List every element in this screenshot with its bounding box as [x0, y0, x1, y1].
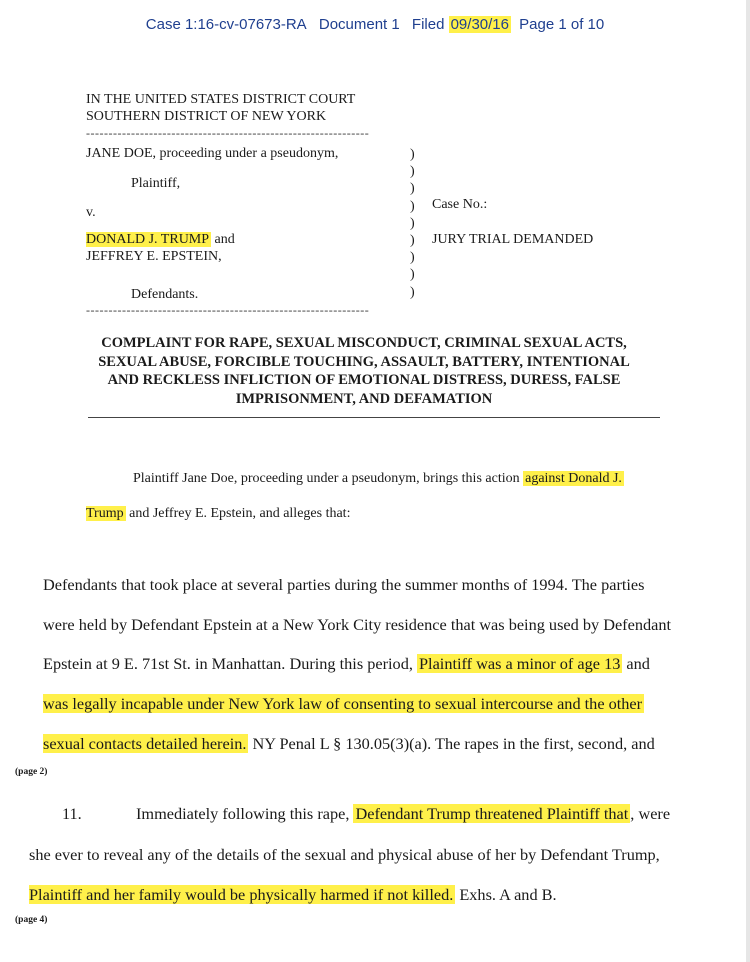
filed-date: 09/30/16	[450, 16, 509, 33]
plaintiff-name: JANE DOE, proceeding under a pseudonym,	[86, 146, 339, 161]
excerpt1-line-2: were held by Defendant Epstein at a New York City residence that was being used by Defendant	[43, 615, 672, 634]
caption-separator-bottom: ---------------------------------------------------------------	[86, 303, 370, 317]
page-edge	[746, 0, 750, 962]
intro-line-1: Plaintiff Jane Doe, proceeding under a pseudonym, brings this action against Donald J.	[133, 471, 622, 486]
document-number: Document 1	[318, 16, 400, 33]
excerpt2-line-1: Immediately following this rape, Defendant Trump threatened Plaintiff that , were	[136, 804, 671, 823]
excerpt1-line-1: Defendants that took place at several parties during the summer months of 1994. The parties	[43, 575, 645, 594]
title-line: COMPLAINT FOR RAPE, SEXUAL MISCONDUCT, CRIMINAL SEXUAL ACTS,	[101, 335, 627, 351]
complaint-title	[40, 334, 688, 408]
excerpt1-line-4	[43, 694, 644, 714]
highlight: against Donald J.	[525, 471, 622, 486]
highlight: Trump	[86, 506, 124, 521]
title-line: SEXUAL ABUSE, FORCIBLE TOUCHING, ASSAULT, BATTERY, INTENTIONAL	[98, 353, 630, 370]
defendants-role: Defendants.	[131, 287, 199, 302]
paragraph-number: 11.	[62, 804, 82, 823]
highlight: was legally incapable under New York law of consenting to sexual intercourse and the other	[43, 694, 643, 713]
title-line: AND RECKLESS INFLICTION OF EMOTIONAL DISTRESS, DURESS, FALSE	[107, 372, 621, 389]
jury-demand: JURY TRIAL DEMANDED	[432, 232, 594, 247]
defendant-1-name: DONALD J. TRUMP	[86, 232, 210, 247]
highlight: Plaintiff and her family would be physically harmed if not killed.	[29, 885, 454, 904]
highlight: Defendant Trump threatened Plaintiff that	[355, 804, 629, 823]
case-number: Case 1:16-cv-07673-RA	[145, 16, 307, 33]
excerpt2-line-3: Plaintiff and her family would be physically harmed if not killed. Exhs. A and B.	[29, 885, 557, 904]
filed-label: Filed 09/30/16	[411, 16, 509, 33]
defendant-1: DONALD J. TRUMP and	[86, 232, 235, 247]
versus: v.	[86, 205, 96, 220]
highlight: sexual contacts detailed herein.	[43, 734, 247, 753]
excerpt1-line-3: Epstein at 9 E. 71st St. in Manhattan. During this period, Plaintiff was a minor of age 13 and	[43, 654, 650, 673]
court-name-line2: SOUTHERN DISTRICT OF NEW YORK	[86, 109, 327, 124]
court-name-line1: IN THE UNITED STATES DISTRICT COURT	[86, 92, 356, 107]
case-no-label: Case No.:	[432, 197, 488, 212]
ecf-header	[0, 16, 750, 33]
excerpt2-line-2: she ever to reveal any of the details of the sexual and physical abuse of her by Defendant Trump,	[29, 845, 660, 864]
title-line: IMPRISONMENT, AND DEFAMATION	[235, 390, 493, 407]
intro-line-2: Trump and Jeffrey E. Epstein, and alleges that:	[86, 506, 351, 521]
excerpt1-line-5: sexual contacts detailed herein. NY Penal L § 130.05(3)(a). The rapes in the first, second, and	[43, 734, 655, 753]
title-rule	[88, 417, 660, 418]
page-indicator: Page 1 of 10	[519, 16, 605, 33]
defendant-2: JEFFREY E. EPSTEIN,	[86, 249, 222, 264]
page-ref: (page 2)	[15, 767, 48, 777]
plaintiff-role: Plaintiff,	[131, 176, 181, 191]
caption-parentheses: ) ) ) ) ) ) ) ) )	[410, 147, 415, 300]
caption-separator-top: ---------------------------------------------------------------	[86, 126, 370, 140]
highlight: Plaintiff was a minor of age 13	[418, 654, 621, 673]
page-ref: (page 4)	[15, 915, 48, 925]
